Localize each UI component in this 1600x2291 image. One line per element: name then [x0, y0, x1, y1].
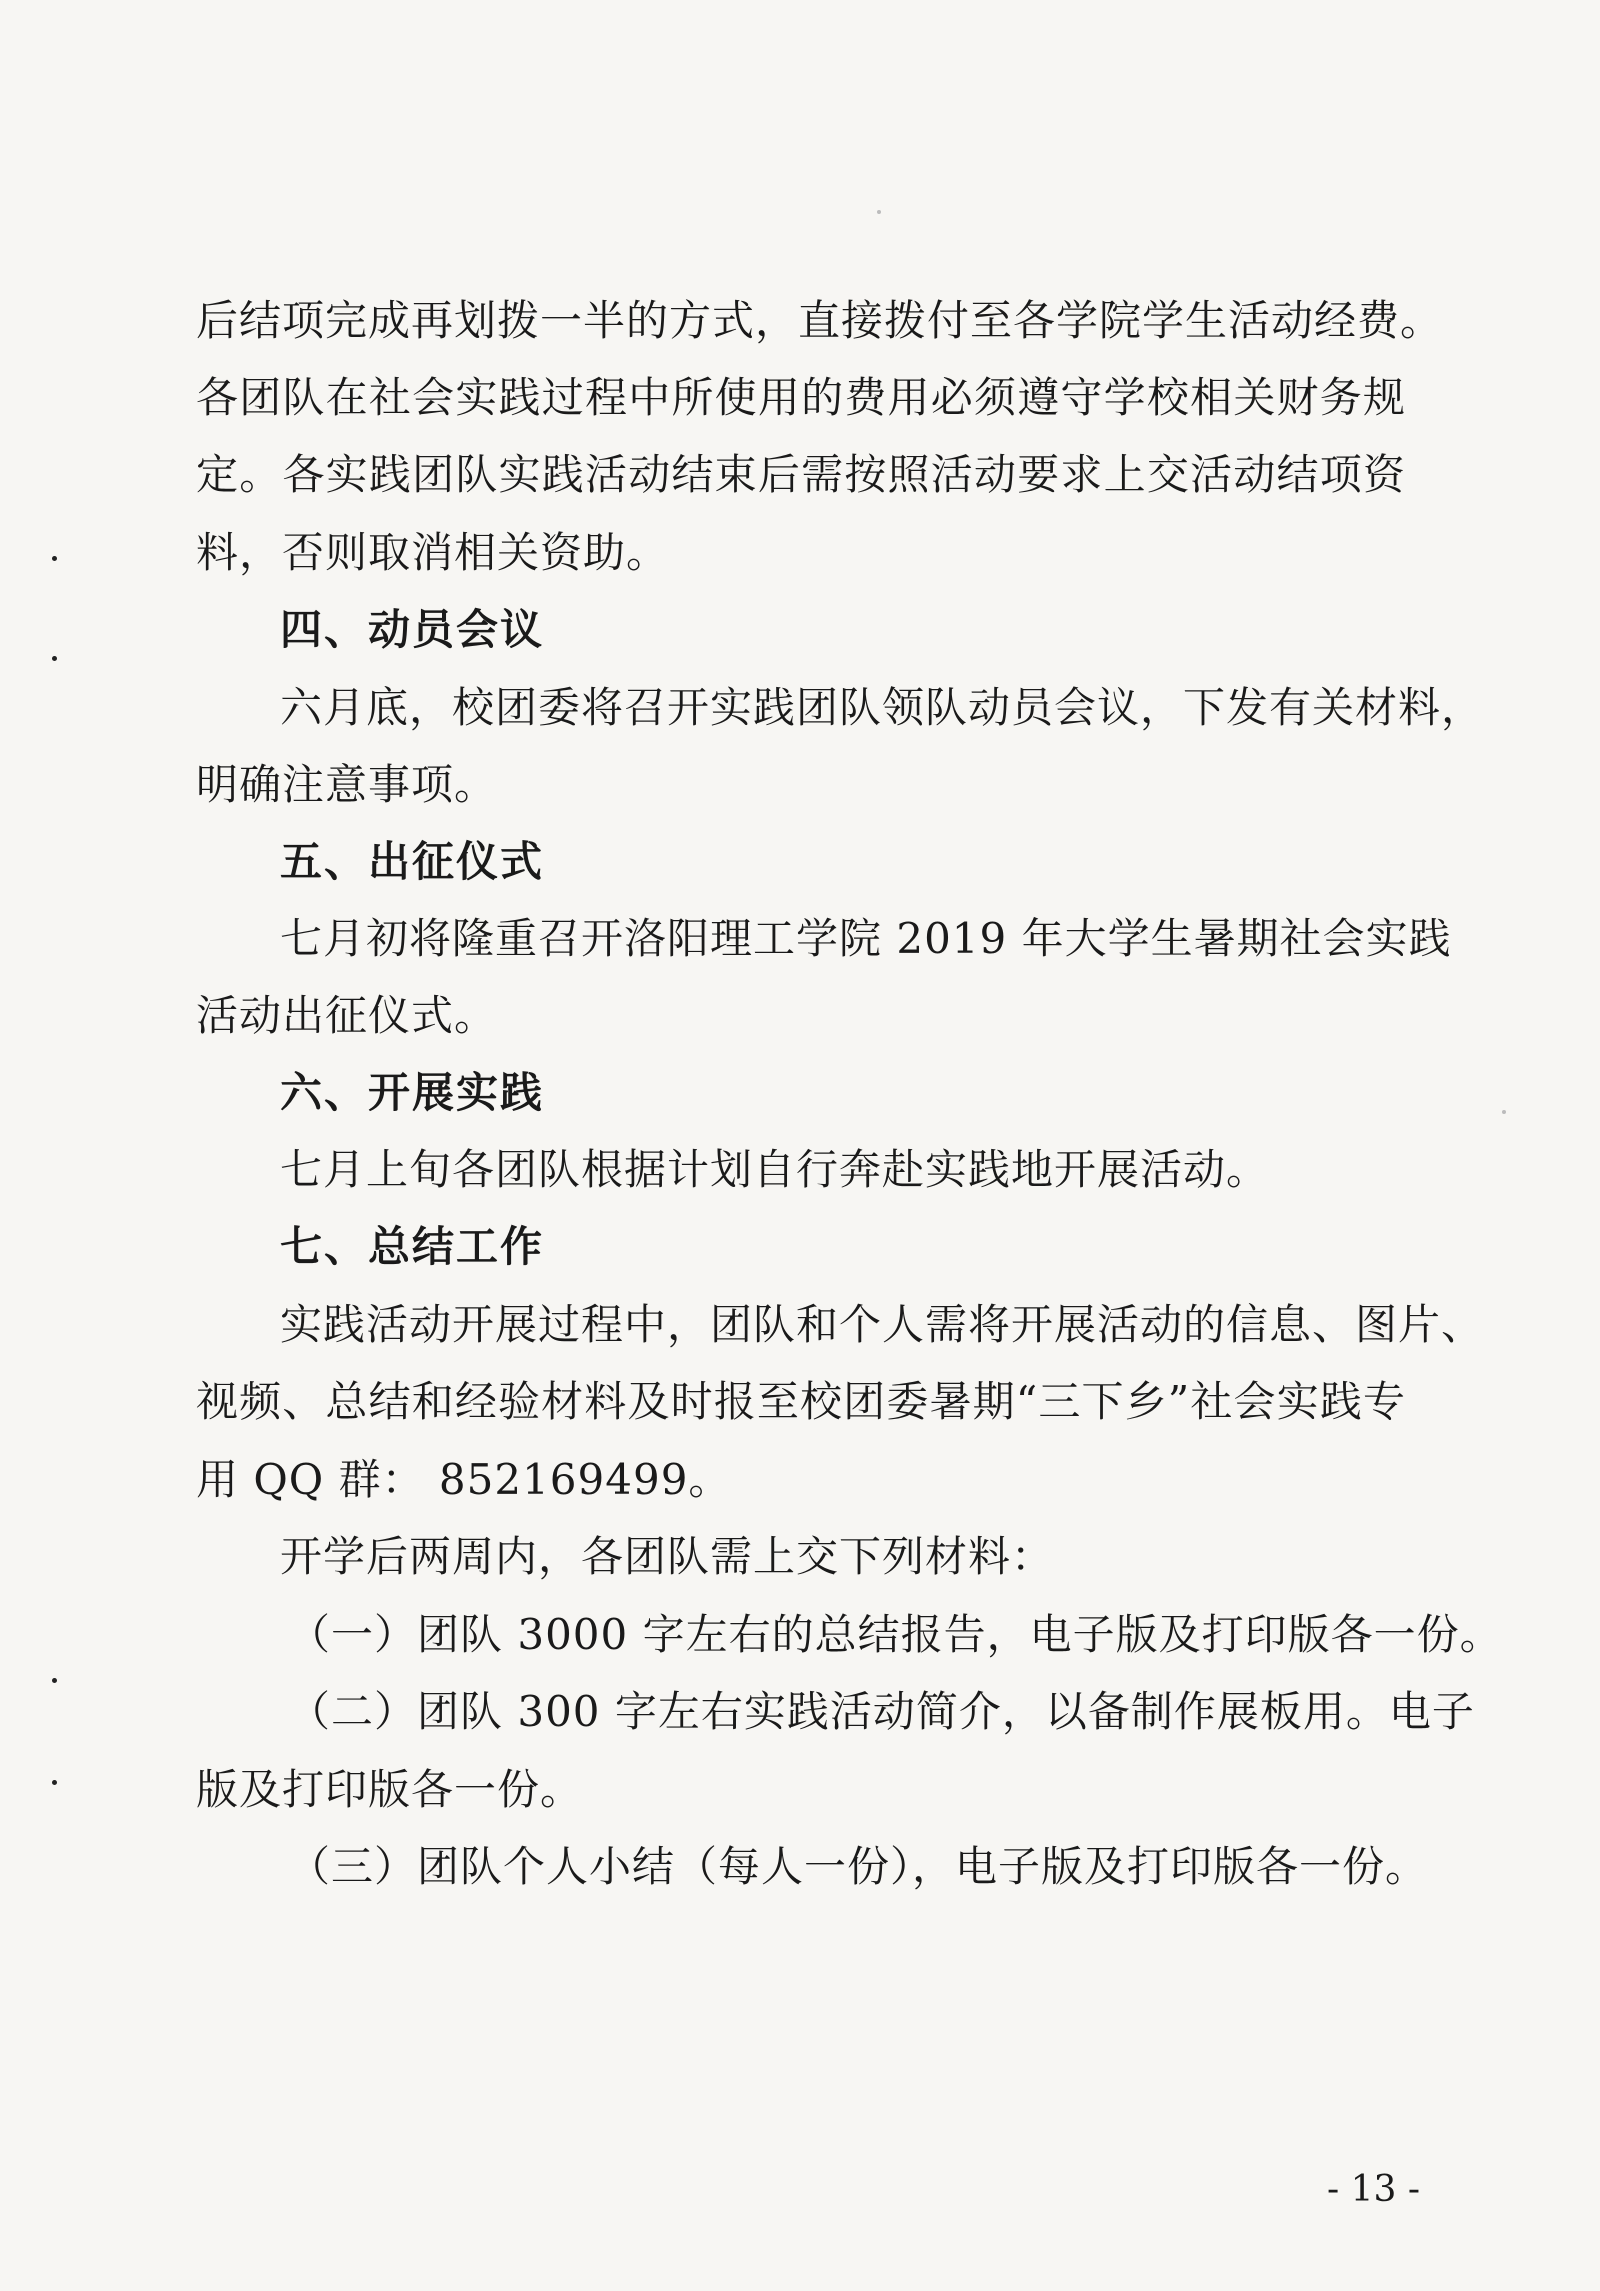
binding-hole-dot	[52, 656, 57, 661]
scan-speck	[1502, 1110, 1506, 1114]
section-heading-mobilization-meeting: 四、动员会议	[280, 605, 545, 654]
paragraph-materials-intro: 开学后两周内，各团队需上交下列材料：	[280, 1532, 1055, 1581]
paragraph-summary-line-3: 用 QQ 群： 852169499。	[196, 1455, 732, 1504]
scan-speck	[877, 210, 881, 214]
paragraph-meeting-line-2: 明确注意事项。	[196, 760, 498, 809]
list-item-materials-1: （一）团队 3000 字左右的总结报告，电子版及打印版各一份。	[288, 1610, 1503, 1659]
binding-hole-dot	[52, 556, 57, 561]
paragraph-practice-line-1: 七月上旬各团队根据计划自行奔赴实践地开展活动。	[280, 1145, 1270, 1194]
paragraph-funding-line-3: 定。各实践团队实践活动结束后需按照活动要求上交活动结项资	[196, 450, 1406, 499]
paragraph-ceremony-line-1: 七月初将隆重召开洛阳理工学院 2019 年大学生暑期社会实践	[280, 914, 1452, 963]
paragraph-funding-line-4: 料，否则取消相关资助。	[196, 528, 670, 577]
section-heading-launch-ceremony: 五、出征仪式	[280, 837, 545, 886]
paragraph-summary-line-1: 实践活动开展过程中，团队和个人需将开展活动的信息、图片、	[280, 1300, 1485, 1349]
page-number: - 13 -	[1326, 2169, 1420, 2210]
list-item-materials-2-line-2: 版及打印版各一份。	[196, 1765, 584, 1814]
list-item-materials-3: （三）团队个人小结（每人一份），电子版及打印版各一份。	[288, 1842, 1429, 1891]
paragraph-summary-line-2: 视频、总结和经验材料及时报至校团委暑期“三下乡”社会实践专	[196, 1377, 1406, 1426]
paragraph-funding-line-2: 各团队在社会实践过程中所使用的费用必须遵守学校相关财务规	[196, 373, 1406, 422]
section-heading-carry-out-practice: 六、开展实践	[280, 1068, 545, 1117]
paragraph-funding-line-1: 后结项完成再划拨一半的方式，直接拨付至各学院学生活动经费。	[196, 296, 1444, 345]
paragraph-ceremony-line-2: 活动出征仪式。	[196, 991, 498, 1040]
paragraph-meeting-line-1: 六月底，校团委将召开实践团队领队动员会议，下发有关材料，	[280, 683, 1485, 732]
section-heading-summary-work: 七、总结工作	[280, 1222, 545, 1271]
list-item-materials-2-line-1: （二）团队 300 字左右实践活动简介，以备制作展板用。电子	[288, 1687, 1475, 1736]
binding-hole-dot	[52, 1678, 57, 1683]
binding-hole-dot	[52, 1780, 57, 1785]
